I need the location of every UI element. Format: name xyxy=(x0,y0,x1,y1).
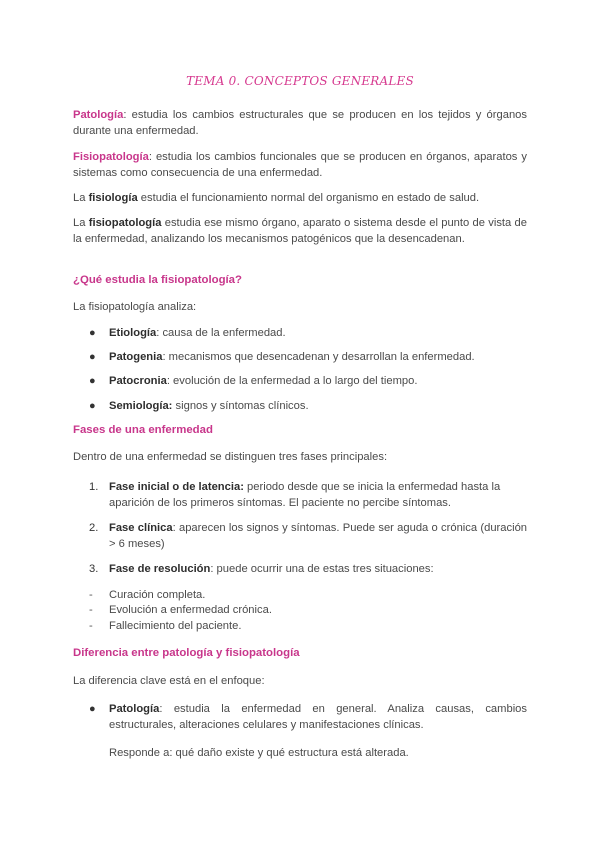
term-patocronia: Patocronia xyxy=(109,375,167,387)
list-number: 3. xyxy=(89,563,99,575)
definition-patologia: : estudia los cambios estructurales que se producen en los tejidos y órganos durante una enfermedad. xyxy=(73,109,527,137)
paragraph-fisiopatologia-2 xyxy=(73,216,527,247)
term-fisiologia: fisiología xyxy=(88,192,138,204)
term-fisiopatologia: Fisiopatología xyxy=(73,151,149,163)
list-number: 1. xyxy=(89,481,99,493)
page-title: TEMA 0. CONCEPTOS GENERALES xyxy=(186,74,414,88)
section2-lead: Dentro de una enfermedad se distinguen tres fases principales: xyxy=(73,451,388,463)
dash-icon: - xyxy=(89,589,93,601)
definition-fisiologia: estudia el funcionamiento normal del organismo en estado de salud. xyxy=(137,192,480,204)
item-text: : causa de la enfermedad. xyxy=(156,327,286,339)
term-fase-resolucion: Fase de resolución xyxy=(109,563,211,575)
term-fisiopatologia-2: fisiopatología xyxy=(88,217,162,229)
bullet-icon: ● xyxy=(89,327,96,339)
bullet-icon: ● xyxy=(89,400,96,412)
bullet-icon: ● xyxy=(89,351,96,363)
dash-icon: - xyxy=(89,620,93,632)
definition-fisiopatologia-2: estudia ese mismo órgano, aparato o sistema desde el punto de vista de la enfermedad, analizando los mecanismos patogénicos que la desencadenan. xyxy=(73,217,527,245)
paragraph-fisiologia xyxy=(73,191,527,207)
bullet-icon: ● xyxy=(89,375,96,387)
term-fase-clinica: Fase clínica xyxy=(109,522,173,534)
term-patologia: Patología xyxy=(73,109,124,121)
section-heading-diferencia: Diferencia entre patología y fisiopatología xyxy=(73,647,300,659)
item-text: Evolución a enfermedad crónica. xyxy=(109,604,272,616)
section-heading-que-estudia: ¿Qué estudia la fisiopatología? xyxy=(73,274,242,286)
item-text: : puede ocurrir una de estas tres situaciones: xyxy=(210,563,434,575)
fisiopatologia2-prefix: La xyxy=(73,217,89,229)
item-text: signos y síntomas clínicos. xyxy=(172,400,309,412)
paragraph-fisiopatologia xyxy=(73,150,527,181)
term-semiologia: Semiología: xyxy=(109,400,173,412)
item-text: : estudia la enfermedad en general. Analiza causas, cambios estructurales, alteraciones celulares y manifestaciones clínicas. xyxy=(109,703,527,731)
definition-fisiopatologia: : estudia los cambios funcionales que se producen en órganos, aparatos y sistemas como consecuencia de una enfermedad. xyxy=(73,151,527,179)
term-fase-inicial: Fase inicial o de latencia: xyxy=(109,481,244,493)
item-text: periodo desde que se inicia la enfermedad hasta la aparición de los primeros síntomas. El paciente no percibe síntomas. xyxy=(109,481,501,509)
list-number: 2. xyxy=(89,522,99,534)
fisiologia-prefix: La xyxy=(73,192,89,204)
item-text: Fallecimiento del paciente. xyxy=(109,620,242,632)
item-note: Responde a: qué daño existe y qué estructura está alterada. xyxy=(109,747,409,759)
bullet-icon: ● xyxy=(89,703,96,715)
item-text: : evolución de la enfermedad a lo largo del tiempo. xyxy=(166,375,418,387)
item-text: Curación completa. xyxy=(109,589,206,601)
term-patologia-diff: Patología xyxy=(109,703,160,715)
section-heading-fases: Fases de una enfermedad xyxy=(73,424,213,436)
term-patogenia: Patogenia xyxy=(109,351,163,363)
item-text: : mecanismos que desencadenan y desarrollan la enfermedad. xyxy=(162,351,475,363)
section3-lead: La diferencia clave está en el enfoque: xyxy=(73,675,265,687)
section1-lead: La fisiopatología analiza: xyxy=(73,301,197,313)
dash-icon: - xyxy=(89,604,93,616)
term-etiologia: Etiología xyxy=(109,327,157,339)
paragraph-patologia xyxy=(73,108,527,139)
item-text: : aparecen los signos y síntomas. Puede ser aguda o crónica (duración > 6 meses) xyxy=(109,522,528,550)
